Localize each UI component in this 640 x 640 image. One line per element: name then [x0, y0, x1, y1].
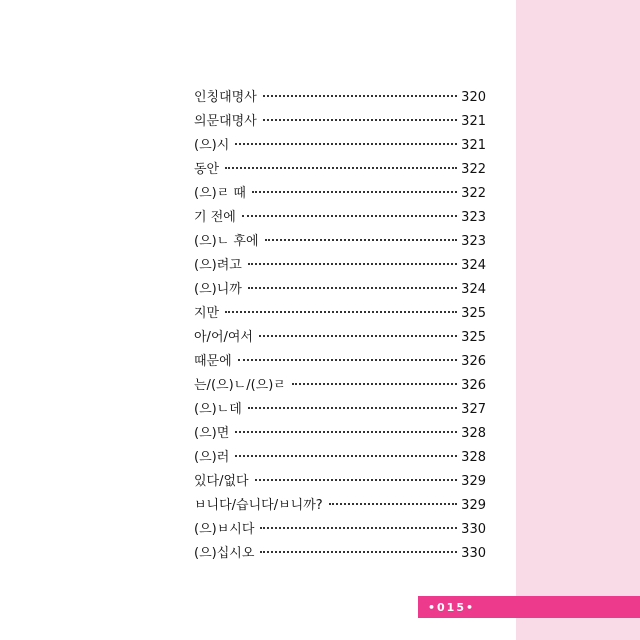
- toc-entry-label: 기 전에: [194, 210, 236, 225]
- toc-entry-label: ㅂ니다/습니다/ㅂ니까?: [194, 498, 323, 513]
- side-color-strip: [516, 0, 640, 640]
- toc-entry-label: (으)십시오: [194, 546, 255, 561]
- toc-entry: [194, 326, 486, 350]
- toc-entry-page: 327: [461, 402, 486, 417]
- toc-entry-label: 때문에: [194, 354, 232, 369]
- toc-entry-page: 326: [461, 354, 486, 369]
- toc-entry-label: (으)면: [194, 426, 230, 441]
- dot-leader: [252, 191, 457, 193]
- toc-entry: [194, 158, 486, 182]
- toc-entry: [194, 302, 486, 326]
- dot-leader: [235, 143, 457, 145]
- toc-entry-label: (으)러: [194, 450, 230, 465]
- toc-entry: [194, 182, 486, 206]
- dot-leader: [242, 215, 457, 217]
- dot-leader: [225, 311, 457, 313]
- toc-entry-page: 322: [461, 186, 486, 201]
- dot-leader: [248, 287, 457, 289]
- dot-leader: [235, 455, 457, 457]
- toc-entry: [194, 134, 486, 158]
- toc-entry-page: 321: [461, 114, 486, 129]
- dot-leader: [292, 383, 457, 385]
- dot-leader: [248, 263, 457, 265]
- toc-entry: [194, 254, 486, 278]
- toc-entry-label: (으)ㅂ시다: [194, 522, 255, 537]
- dot-leader: [248, 407, 457, 409]
- page-number-badge: [418, 596, 640, 618]
- dot-leader: [235, 431, 457, 433]
- toc-entry-label: (으)려고: [194, 258, 242, 273]
- toc-entry-label: 아/어/여서: [194, 330, 253, 345]
- dot-leader: [260, 551, 457, 553]
- toc-entry: [194, 206, 486, 230]
- toc-entry-label: 의문대명사: [194, 114, 257, 129]
- toc-entry-page: 330: [461, 522, 486, 537]
- page-number: •015•: [428, 600, 476, 614]
- toc-entry: [194, 494, 486, 518]
- toc-entry-label: 는/(으)ㄴ/(으)ㄹ: [194, 378, 286, 393]
- dot-leader: [263, 95, 457, 97]
- toc-entry-label: (으)시: [194, 138, 230, 153]
- toc-entry: [194, 470, 486, 494]
- toc-entry-page: 329: [461, 474, 486, 489]
- toc-entry-label: 지만: [194, 306, 220, 321]
- toc-entry-page: 324: [461, 258, 486, 273]
- dot-leader: [225, 167, 457, 169]
- dot-leader: [238, 359, 457, 361]
- toc-entry-page: 328: [461, 426, 486, 441]
- toc-entry-page: 330: [461, 546, 486, 561]
- toc-entry-label: 동안: [194, 162, 220, 177]
- dot-leader: [329, 503, 457, 505]
- toc-entry: [194, 110, 486, 134]
- toc-entry-page: 329: [461, 498, 486, 513]
- toc-entry: [194, 86, 486, 110]
- toc-entry-page: 323: [461, 210, 486, 225]
- toc-entry-page: 322: [461, 162, 486, 177]
- toc-entry-label: (으)ㄴ데: [194, 402, 242, 417]
- toc-entry-label: (으)ㄹ 때: [194, 186, 246, 201]
- toc-entry: [194, 518, 486, 542]
- toc-entry: [194, 542, 486, 566]
- toc-entry-page: 323: [461, 234, 486, 249]
- toc-entry: [194, 446, 486, 470]
- toc-entry-page: 324: [461, 282, 486, 297]
- toc-entry-page: 328: [461, 450, 486, 465]
- toc-entry: [194, 350, 486, 374]
- toc-entry-page: 321: [461, 138, 486, 153]
- dot-leader: [259, 335, 457, 337]
- toc-entry-label: 인칭대명사: [194, 90, 257, 105]
- dot-leader: [265, 239, 458, 241]
- dot-leader: [260, 527, 457, 529]
- dot-leader: [263, 119, 457, 121]
- toc-entry: [194, 422, 486, 446]
- toc-entry-label: (으)ㄴ 후에: [194, 234, 259, 249]
- toc-entry: [194, 278, 486, 302]
- toc-entry-page: 320: [461, 90, 486, 105]
- dot-leader: [255, 479, 458, 481]
- toc-entry-page: 326: [461, 378, 486, 393]
- toc-entry-page: 325: [461, 306, 486, 321]
- toc-entry: [194, 398, 486, 422]
- toc-entry-page: 325: [461, 330, 486, 345]
- table-of-contents: [194, 86, 486, 566]
- toc-entry: [194, 374, 486, 398]
- toc-entry-label: (으)니까: [194, 282, 242, 297]
- toc-entry-label: 있다/없다: [194, 474, 249, 489]
- toc-entry: [194, 230, 486, 254]
